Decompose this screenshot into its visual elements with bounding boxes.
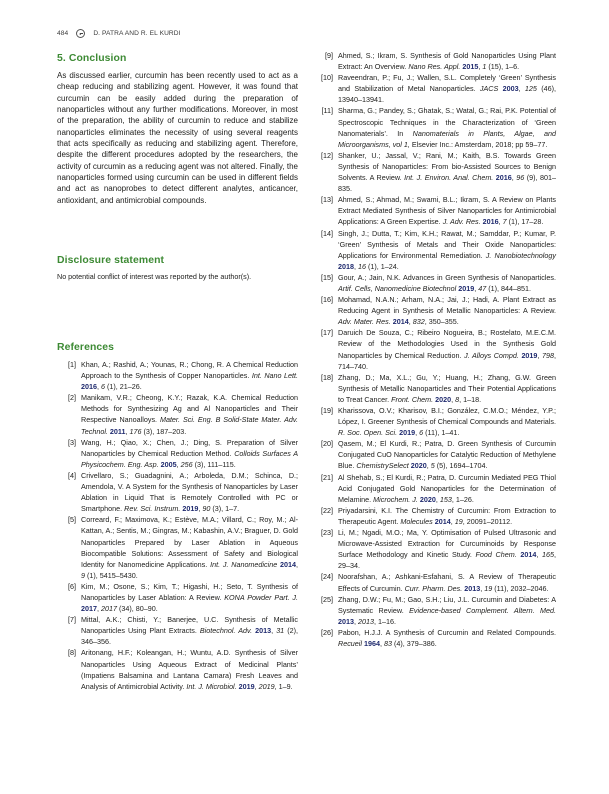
- reference-number: [21]: [321, 472, 333, 482]
- reference-number: [26]: [321, 627, 333, 637]
- reference-journal: Artif. Cells, Nanomedicine Biotechnol: [338, 283, 457, 293]
- reference-volume: 19: [454, 516, 463, 526]
- reference-authors-title: Noorafshan, A.; Ashkani-Esfahani, S. A Review of Therapeutic Effects of Curcumin.: [338, 572, 556, 593]
- reference-pages: (3), 187–203.: [143, 426, 187, 436]
- reference-text: Kim, M.; Osone, S.; Kim, T.; Higashi, H.; Seto, T. Synthesis of Nanoparticles by Laser Ablation: A Review. KONA Powder Part. J. 2017, 2017 (34), 80–90.: [81, 581, 299, 614]
- reference-text: Mittal, A.K.; Chisti, Y.; Banerjee, U.C. Synthesis of Metallic Nanoparticles Using Plant Extracts. Biotechnol. Adv. 2013, 31 (2), 346–356.: [81, 615, 299, 647]
- reference-pages: 714–740.: [338, 361, 368, 371]
- reference-item: [310, 505, 556, 527]
- reference-item: [310, 194, 556, 227]
- reference-journal: Molecules: [400, 516, 433, 526]
- reference-number: [25]: [321, 594, 333, 604]
- reference-number: [10]: [321, 73, 333, 83]
- reference-volume: 125: [524, 84, 537, 94]
- reference-journal: J. Alloys Compd.: [464, 350, 519, 360]
- reference-text: Raveendran, P.; Fu, J.; Wallen, S.L. Completely ‘Green’ Synthesis and Stabilization of Metal Nanoparticles. JACS 2003, 125 (46), 13940–13941.: [338, 73, 557, 105]
- references-heading: References: [57, 342, 115, 353]
- reference-item: [310, 571, 556, 593]
- reference-year: 2014: [434, 516, 451, 526]
- reference-text: Singh, J.; Dutta, T.; Kim, K.H.; Rawat, M.; Samddar, P.; Kumar, P. ‘Green’ Synthesis of Metals and Their Oxide Nanoparticles: Applications for Environmental Remediation. J. Nanobiotechnology 2018, 16 (1), 1–24.: [338, 228, 556, 271]
- reference-authors-title: Ahmed, S.; Ahmad, M.; Swami, B.L.; Ikram, S. A Review on Plants Extract Mediated Synthesis of Silver Nanoparticles for Antimicrobial Applications: A Green Expertise.: [338, 195, 556, 227]
- reference-text: Noorafshan, A.; Ashkani-Esfahani, S. A Review of Therapeutic Effects of Curcumin. Curr. Pharm. Des. 2013, 19 (11), 2032–2046.: [338, 572, 556, 593]
- page-number: 484: [57, 29, 69, 37]
- reference-journal: Int. J. Nanomedicine: [210, 559, 278, 569]
- reference-volume: 2017: [101, 604, 117, 614]
- reference-number: [3]: [68, 437, 76, 447]
- reference-journal: Recueil: [338, 638, 362, 648]
- reference-text: Crivellaro, S.; Guadagnini, A.; Arboleda, D.M.; Schinca, D.; Amendola, V. A System for the Synthesis of Nanoparticles by Laser Ablation in Liquid That is Remotely Controlled with PC or Smartphone. Rev. Sci. Instrum. 2019, 90 (3), 1–7.: [81, 470, 298, 514]
- reference-journal: Food Chem.: [475, 550, 517, 560]
- reference-number: [4]: [68, 470, 76, 480]
- reference-pages: (1), 1–24.: [368, 261, 399, 271]
- reference-item: [57, 514, 298, 581]
- reference-year: 2019: [521, 350, 538, 360]
- reference-item: [310, 472, 556, 505]
- reference-year: 2003: [502, 84, 519, 94]
- reference-journal: Int. J. Microbiol.: [186, 681, 237, 691]
- reference-year: 2019: [182, 504, 199, 514]
- reference-item: [57, 437, 298, 470]
- reference-item: [310, 405, 556, 438]
- reference-item: [57, 392, 298, 436]
- reference-text: Mohamad, N.A.N.; Arham, N.A.; Jai, J.; Hadi, A. Plant Extract as Reducing Agent in Synthesis of Metallic Nanoparticles: A Review. Adv. Mater. Res. 2014, 832, 350–355.: [338, 295, 556, 327]
- reference-pages: (34), 80–90.: [119, 604, 158, 614]
- reference-year: 2013: [255, 626, 272, 636]
- reference-text: Priyadarsini, K.I. The Chemistry of Curcumin: From Extraction to Therapeutic Agent. Molecules 2014, 19, 20091–20112.: [338, 505, 556, 526]
- reference-text: Khan, A.; Rashid, A.; Younas, R.; Chong, R. A Chemical Reduction Approach to the Synthesis of Copper Nanoparticles. Int. Nano Lett. 2016, 6 (1), 21–26.: [81, 360, 298, 392]
- reference-year: 2016: [495, 173, 512, 183]
- reference-year: 2018: [338, 261, 354, 271]
- reference-authors-title: Kim, M.; Osone, S.; Kim, T.; Higashi, H.; Seto, T. Synthesis of Nanoparticles by Laser Ablation: A Review.: [81, 581, 298, 602]
- reference-text: Aritonang, H.F.; Koleangan, H.; Wuntu, A.D. Synthesis of Silver Nanoparticles Using Aqueous Extract of Medicinal Plants’ (Impatiens Balsamina and Lantana Camara) Fresh Leaves and Analysis of Antimicrobial Activity. Int. J. Microbiol. 2019, 2019, 1–9.: [81, 648, 298, 691]
- reference-pages: (4), 379–386.: [393, 638, 437, 648]
- reference-text: Qasem, M.; El Kurdi, R.; Patra, D. Green Synthesis of Curcumin Conjugated CuO Nanoparticles for Catalytic Reduction of Methylene Blue. ChemistrySelect 2020, 5 (5), 1694–1704.: [338, 439, 556, 471]
- reference-journal: Colloids Surfaces A Physicochem. Eng. Asp.: [81, 448, 298, 469]
- reference-item: [57, 470, 298, 514]
- reference-text: [338, 105, 556, 149]
- reference-text: Gour, A.; Jain, N.K. Advances in Green Synthesis of Nanoparticles. Artif. Cells, Nanomedicine Biotechnol 2019, 47 (1), 844–851.: [338, 272, 556, 293]
- reference-pages: (1), 5415–5430.: [87, 570, 138, 580]
- reference-item: [310, 527, 556, 571]
- reference-item: [310, 272, 556, 294]
- reference-year: 2014: [280, 559, 297, 569]
- publisher-logo-icon: [76, 29, 85, 38]
- reference-journal: Nanomaterials in Plants, Algae, and Microorganisms, vol 1,: [338, 128, 556, 149]
- reference-journal: Rev. Sci. Instrum.: [124, 504, 181, 514]
- reference-volume: 1: [482, 62, 487, 72]
- reference-text: Daruich De Souza, C.; Ribeiro Nogueira, B.; Rostelato, M.E.C.M. Review of the Methodologies Used in the Synthesis Gold Nanoparticles by Chemical Reduction. J. Alloys Compd. 2019, 798, 714–740.: [338, 328, 556, 371]
- reference-number: [2]: [68, 393, 76, 403]
- reference-year: 2019: [399, 428, 416, 438]
- reference-pages: (3), 1–7.: [212, 504, 240, 514]
- reference-text: Zhang, D.W.; Fu, M.; Gao, S.H.; Liu, J.L. Curcumin and Diabetes: A Systematic Review. Evidence-based Complement. Altern. Med. 2013, 2013, 1–16.: [338, 594, 557, 626]
- reference-number: [6]: [68, 581, 76, 591]
- reference-text: Ahmed, S.; Ikram, S. Synthesis of Gold Nanoparticles Using Plant Extract: An Overview. Nano Res. Appl. 2015, 1 (15), 1–6.: [338, 51, 556, 72]
- reference-authors-title: Wang, H.; Qiao, X.; Chen, J.; Ding, S. Preparation of Silver Nanoparticles by Chemical Reduction Method.: [81, 437, 298, 458]
- reference-year: 2016: [81, 382, 97, 392]
- reference-authors-title: Qasem, M.; El Kurdi, R.; Patra, D. Green Synthesis of Curcumin Conjugated CuO Nanoparticles for Catalytic Reduction of Methylene Blue.: [338, 439, 556, 471]
- reference-volume: 7: [502, 217, 507, 227]
- reference-pages: (3), 111–115.: [194, 459, 236, 469]
- reference-number: [23]: [321, 528, 333, 538]
- reference-pages: 1–16.: [378, 616, 396, 626]
- reference-number: [15]: [321, 272, 333, 282]
- reference-text: Ahmed, S.; Ahmad, M.; Swami, B.L.; Ikram, S. A Review on Plants Extract Mediated Synthesis of Silver Nanoparticles for Antimicrobial Applications: A Green Expertise. J. Adv. Res. 2016, 7 (1), 17–28.: [338, 195, 556, 227]
- reference-authors-title: Manikam, V.R.; Cheong, K.Y.; Razak, K.A. Chemical Reduction Methods for Synthesizing Ag and Al Nanoparticles and Their Respective Nanoalloys.: [81, 393, 298, 425]
- reference-authors-title: Sharma, G.; Pandey, S.; Ghatak, S.; Watal, G.; Rai, P.K. Potential of Spectroscopic Techniques in the Characterization of ‘Green Nanomaterials’. In: [338, 106, 556, 138]
- reference-authors-title: Kharissova, O.V.; Kharisov, B.I.; González, C.M.O.; Méndez, Y.P.; López, I. Greener Synthesis of Chemical Compounds and Materials.: [338, 406, 556, 427]
- reference-journal: Adv. Mater. Res.: [338, 317, 391, 327]
- right-column: [310, 50, 556, 649]
- reference-journal: Nano Res. Appl.: [408, 62, 461, 72]
- reference-volume: 6: [101, 382, 105, 392]
- reference-year: 2014: [392, 317, 409, 327]
- disclosure-heading: Disclosure statement: [57, 255, 165, 266]
- reference-item: [310, 228, 556, 272]
- reference-text: Manikam, V.R.; Cheong, K.Y.; Razak, K.A. Chemical Reduction Methods for Synthesizing Ag and Al Nanoparticles and Their Respective Nanoalloys. Mater. Sci. Eng. B Solid-State Mater. Adv. Technol. 2011, 176 (3), 187–203.: [81, 393, 298, 436]
- reference-pages: 1–26.: [455, 494, 474, 504]
- reference-year: 2011: [109, 426, 126, 436]
- reference-pages: (46), 13940–13941.: [338, 84, 557, 105]
- reference-volume: 798: [542, 350, 554, 360]
- reference-journal: KONA Powder Part. J.: [224, 592, 299, 602]
- reference-authors-title: Correard, F.; Maximova, K.; Estève, M.A.; Villard, C.; Roy, M.; Al-Kattan, A.; Sentis, M.; Gingras, M.; Kabashin, A.V.; Braguer, D. Gold Nanoparticles Prepared by Laser Ablation in Aqueous Biocompatible Solutions: Assessment of Safety and Biological Identity for Nanomedicine Applications.: [81, 515, 298, 569]
- reference-number: [11]: [321, 106, 333, 116]
- reference-journal: R. Soc. Open. Sci.: [338, 428, 398, 438]
- reference-number: [20]: [321, 439, 333, 449]
- reference-pages: (15), 1–6.: [488, 62, 520, 72]
- reference-volume: 19: [484, 583, 493, 593]
- reference-pages: (5), 1694–1704.: [436, 461, 488, 471]
- reference-authors-title: Shanker, U.; Jassal, V.; Rani, M.; Kaith, B.S. Towards Green Synthesis of Nanoparticles: From bio-Assisted Sources to Benign Solvents. A Review.: [338, 150, 556, 183]
- reference-pages: 350–355.: [428, 317, 459, 327]
- reference-text: Zhang, D.; Ma, X.L.; Gu, Y.; Huang, H.; Zhang, G.W. Green Synthesis of Metallic Nanoparticles and Their Potential Applications to Treat Cancer. Front. Chem. 2020, 8, 1–18.: [338, 372, 556, 404]
- reference-volume: 9: [81, 570, 85, 580]
- reference-text: Al Shehab, S.; El Kurdi, R.; Patra, D. Curcumin Mediated PEG Thiol Acid Conjugated Gold Nanoparticles for the Determination of Melamine. Microchem. J. 2020, 153, 1–26.: [338, 472, 556, 504]
- reference-volume: 16: [358, 261, 366, 271]
- reference-volume: 8: [455, 394, 460, 404]
- conclusion-heading: 5. Conclusion: [57, 53, 127, 64]
- reference-year: 2020: [419, 494, 436, 504]
- reference-authors-title: Zhang, D.; Ma, X.L.; Gu, Y.; Huang, H.; Zhang, G.W. Green Synthesis of Metallic Nanoparticles and Their Potential Applications to Treat Cancer.: [338, 372, 556, 404]
- reference-item: [57, 359, 298, 392]
- reference-item: [310, 150, 556, 194]
- reference-year: 2005: [160, 459, 177, 469]
- reference-journal: Mater. Sci. Eng. B Solid-State Mater. Adv. Technol.: [81, 415, 298, 436]
- running-header: [57, 27, 181, 39]
- reference-authors-title: Gour, A.; Jain, N.K. Advances in Green Synthesis of Nanoparticles.: [338, 272, 556, 282]
- reference-volume: 176: [129, 426, 142, 436]
- reference-year: 2013: [338, 616, 354, 626]
- reference-year: 2019: [238, 681, 255, 691]
- reference-number: [5]: [68, 515, 76, 525]
- reference-year: 2019: [458, 283, 475, 293]
- reference-year: 2014: [520, 550, 537, 560]
- reference-number: [9]: [325, 51, 333, 60]
- reference-number: [12]: [321, 150, 333, 160]
- reference-authors-title: Pabon, H.J.J. A Synthesis of Curcumin and Related Compounds.: [338, 627, 556, 637]
- reference-journal: Int. J. Environ. Anal. Chem.: [404, 173, 494, 183]
- reference-item: [310, 50, 556, 72]
- reference-number: [14]: [321, 228, 333, 238]
- reference-text: Pabon, H.J.J. A Synthesis of Curcumin and Related Compounds. Recueil 1964, 83 (4), 379–386.: [338, 627, 556, 648]
- reference-number: [19]: [321, 406, 333, 415]
- disclosure-paragraph: No potential conflict of interest was reported by the author(s).: [57, 272, 252, 281]
- reference-number: [1]: [68, 360, 76, 369]
- reference-authors-title: Daruich De Souza, C.; Ribeiro Nogueira, B.; Rostelato, M.E.C.M. Review of the Methodologies Used in the Synthesis Gold Nanoparticles by Chemical Reduction.: [338, 328, 556, 360]
- reference-authors-title: Khan, A.; Rashid, A.; Younas, R.; Chong, R. A Chemical Reduction Approach to the Synthesis of Copper Nanoparticles.: [81, 360, 298, 381]
- reference-pages: 1–18.: [463, 394, 482, 404]
- reference-pages: (11), 1–41.: [425, 428, 460, 438]
- reference-volume: 90: [202, 504, 211, 514]
- reference-item: [57, 581, 298, 614]
- reference-volume: 83: [383, 638, 392, 648]
- reference-volume: 47: [478, 283, 487, 293]
- reference-text: Wang, H.; Qiao, X.; Chen, J.; Ding, S. Preparation of Silver Nanoparticles by Chemical Reduction Method. Colloids Surfaces A Physicochem. Eng. Asp. 2005, 256 (3), 111–115.: [81, 437, 298, 469]
- reference-authors-title: Al Shehab, S.; El Kurdi, R.; Patra, D. Curcumin Mediated PEG Thiol Acid Conjugated Gold Nanoparticles for the Determination of Melamine.: [338, 472, 556, 504]
- reference-year: 2013: [464, 583, 481, 593]
- references-list-right: [310, 50, 556, 649]
- reference-number: [8]: [68, 648, 76, 658]
- reference-journal: Microchem. J.: [373, 494, 418, 504]
- reference-item: [310, 72, 556, 105]
- reference-number: [7]: [68, 615, 76, 625]
- reference-item: [310, 294, 556, 327]
- reference-authors-title: Zhang, D.W.; Fu, M.; Gao, S.H.; Liu, J.L. Curcumin and Diabetes: A Systematic Review.: [338, 594, 556, 615]
- reference-volume: 5: [430, 461, 435, 471]
- reference-text: Li, M.; Ngadi, M.O.; Ma, Y. Optimisation of Pulsed Ultrasonic and Microwave-Assisted Extraction for Curcuminoids by Response Surface Methodology and Kinetic Study. Food Chem. 2014, 165, 29–34.: [338, 528, 556, 571]
- reference-number: [18]: [321, 372, 333, 382]
- reference-item: [310, 327, 556, 371]
- running-head-authors: D. PATRA AND R. EL KURDI: [93, 29, 181, 37]
- reference-pages: 29–34.: [338, 561, 360, 571]
- reference-volume: 153: [439, 494, 452, 504]
- reference-year: 2017: [81, 604, 97, 614]
- references-list-left: [57, 359, 298, 692]
- reference-authors-title: Mohamad, N.A.N.; Arham, N.A.; Jai, J.; Hadi, A. Plant Extract as Reducing Agent in Synthesis of Metallic Nanoparticles: A Review.: [338, 295, 556, 316]
- reference-authors-title: Crivellaro, S.; Guadagnini, A.; Arboleda, D.M.; Schinca, D.; Amendola, V. A System for the Synthesis of Nanoparticles by Laser Ablation in Liquid That is Remotely Controlled with PC or Smartphone.: [81, 470, 298, 514]
- reference-year: 2020: [410, 461, 427, 471]
- reference-text: Shanker, U.; Jassal, V.; Rani, M.; Kaith, B.S. Towards Green Synthesis of Nanoparticles: From bio-Assisted Sources to Benign Solvents. A Review. Int. J. Environ. Anal. Chem. 2016, 96 (9), 801–835.: [338, 150, 557, 194]
- reference-volume: 832: [412, 317, 425, 327]
- reference-text: Correard, F.; Maximova, K.; Estève, M.A.; Villard, C.; Roy, M.; Al-Kattan, A.; Sentis, M.; Gingras, M.; Kabashin, A.V.; Braguer, D. Gold Nanoparticles Prepared by Laser Ablation in Aqueous Biocompatible Solutions: Assessment of Safety and Biological Identity for Nanomedicine Applications. Int. J. Nanomedicine 2014, 9 (1), 5415–5430.: [81, 515, 299, 580]
- reference-pages: (1), 844–851.: [488, 283, 532, 293]
- reference-volume: 2013: [358, 616, 374, 626]
- conclusion-paragraph: As discussed earlier, curcumin has been recently used to act as a cheap reducing and stabilizing agent. However, it was found that curcumin can be easily added during the preparation of nanoparticles without any further modifications. Moreover, in most of the preparation, the ability of curcumin to reduce and stabilize nanoparticles eliminates the necessity of using several reagents that acts specifically as reducing and stabilizing agent. Therefore, despite the different procedures adopted by the researchers, the activity of curcumin as a reducing agent was not altered. Finally, the nanoparticles formed using curcumin can be used in different fields and act as nanoprobes to detect different analytes, anticancer, antioxidant, and antimicrobial compounds.: [57, 71, 298, 205]
- reference-journal: Curr. Pharm. Des.: [404, 583, 463, 593]
- reference-number: [17]: [321, 328, 333, 338]
- reference-volume: 96: [516, 173, 525, 183]
- reference-pages: (1), 17–28.: [508, 217, 544, 227]
- reference-pages: (1), 21–26.: [107, 382, 142, 392]
- reference-number: [16]: [321, 295, 333, 305]
- reference-authors-title: Priyadarsini, K.I. The Chemistry of Curcumin: From Extraction to Therapeutic Agent.: [338, 505, 556, 526]
- reference-pages: (9), 801–835.: [338, 173, 557, 194]
- reference-journal: Int. Nano Lett.: [251, 371, 298, 381]
- reference-number: [22]: [321, 505, 333, 515]
- reference-year: 2020: [435, 394, 452, 404]
- reference-number: [24]: [321, 572, 333, 582]
- reference-journal: Front. Chem.: [391, 394, 434, 404]
- reference-volume: 2019: [258, 681, 275, 691]
- reference-item: [310, 627, 556, 649]
- reference-item: [310, 105, 556, 149]
- reference-authors-title: Singh, J.; Dutta, T.; Kim, K.H.; Rawat, M.; Samddar, P.; Kumar, P. ‘Green’ Synthesis of Metals and Their Oxide Nanoparticles: Applications for Environmental Remediation.: [338, 228, 556, 260]
- reference-volume: 165: [542, 550, 554, 560]
- reference-pages: 1–9.: [278, 681, 293, 691]
- reference-journal: JACS: [479, 84, 499, 94]
- reference-pages: (2), 346–356.: [81, 626, 299, 647]
- reference-authors-title: Ahmed, S.; Ikram, S. Synthesis of Gold Nanoparticles Using Plant Extract: An Overview.: [338, 51, 556, 72]
- reference-journal: ChemistrySelect: [356, 461, 409, 471]
- reference-item: [310, 438, 556, 471]
- reference-pages: 20091–20112.: [466, 516, 513, 526]
- reference-pages: (11), 2032–2046.: [494, 583, 549, 593]
- reference-item: [310, 594, 556, 627]
- reference-year: 2015: [462, 62, 479, 72]
- reference-journal: J. Adv. Res.: [442, 217, 481, 227]
- reference-journal: Biotechnol. Adv.: [199, 626, 253, 636]
- reference-text: Kharissova, O.V.; Kharisov, B.I.; González, C.M.O.; Méndez, Y.P.; López, I. Greener Synthesis of Chemical Compounds and Materials. R. Soc. Open. Sci. 2019, 6 (11), 1–41.: [338, 406, 556, 438]
- reference-volume: 6: [419, 428, 424, 438]
- reference-item: [57, 614, 298, 647]
- reference-authors-title: Mittal, A.K.; Chisti, Y.; Banerjee, U.C. Synthesis of Metallic Nanoparticles Using Plant Extracts.: [81, 615, 298, 636]
- reference-volume: 31: [276, 626, 285, 636]
- reference-year: 1964: [363, 638, 380, 648]
- reference-authors-title: Raveendran, P.; Fu, J.; Wallen, S.L. Completely ‘Green’ Synthesis and Stabilization of Metal Nanoparticles.: [338, 73, 556, 94]
- reference-volume: 256: [180, 459, 193, 469]
- reference-pages: Elsevier Inc.: Amsterdam, 2018; pp 59–77.: [411, 139, 548, 149]
- reference-item: [310, 372, 556, 405]
- reference-journal: J. Nanobiotechnology: [485, 250, 556, 260]
- reference-authors-title: Aritonang, H.F.; Koleangan, H.; Wuntu, A.D. Synthesis of Silver Nanoparticles Using Aqueous Extract of Medicinal Plants’ (Impatiens Balsamina and Lantana Camara) Fresh Leaves and Analysis of Antimicrobial Activity.: [81, 648, 298, 691]
- reference-authors-title: Li, M.; Ngadi, M.O.; Ma, Y. Optimisation of Pulsed Ultrasonic and Microwave-Assisted Extraction for Curcuminoids by Response Surface Methodology and Kinetic Study.: [338, 528, 556, 560]
- reference-number: [13]: [321, 195, 333, 205]
- reference-item: [57, 647, 298, 691]
- reference-journal: Evidence-based Complement. Altern. Med.: [409, 605, 557, 615]
- reference-year: 2016: [482, 217, 499, 227]
